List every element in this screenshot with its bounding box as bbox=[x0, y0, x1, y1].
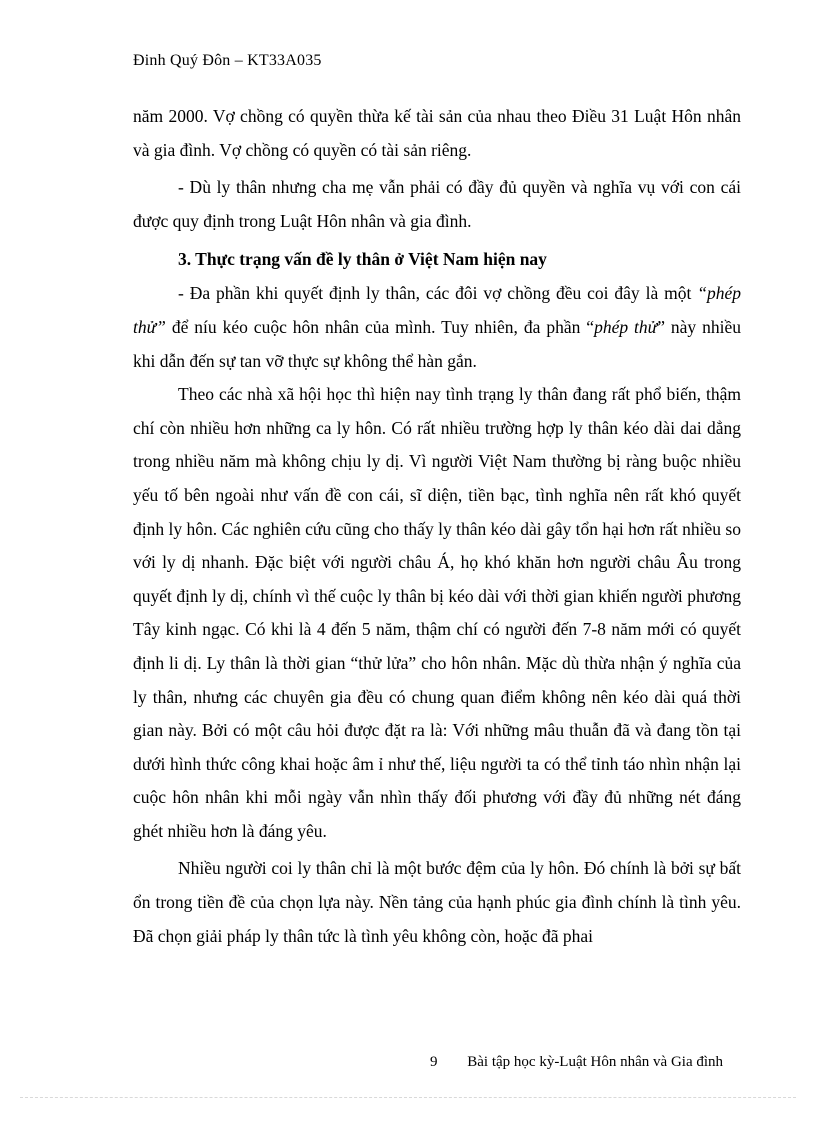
header-author: Đinh Quý Đôn – KT33A035 bbox=[133, 52, 322, 69]
p3-emphasis-1: “phép thử” bbox=[133, 283, 741, 337]
document-body bbox=[133, 100, 741, 953]
paragraph-continuation: năm 2000. Vợ chồng có quyền thừa kế tài sản của nhau theo Điều 31 Luật Hôn nhân và gia đình. Vợ chồng có quyền có tài sản riêng. bbox=[133, 106, 741, 160]
page-number: 9 bbox=[430, 1054, 438, 1070]
paragraph-trial-separation bbox=[133, 277, 741, 378]
p3-text-c: ” này nhiều khi dẫn đến sự tan vỡ thực sự không thể hàn gắn. bbox=[133, 316, 741, 371]
footer-course-title: Bài tập học kỳ-Luật Hôn nhân và Gia đình bbox=[467, 1054, 724, 1070]
section-heading: 3. Thực trạng vấn đề ly thân ở Việt Nam hiện nay bbox=[178, 249, 547, 270]
page-bottom-divider bbox=[20, 1097, 796, 1098]
page-footer bbox=[430, 1054, 723, 1071]
paragraph-parental-rights: - Dù ly thân nhưng cha mẹ vẫn phải có đầy đủ quyền và nghĩa vụ với con cái được quy định trong Luật Hôn nhân và gia đình. bbox=[133, 177, 741, 231]
p3-text-b: để níu kéo cuộc hôn nhân của mình. Tuy nhiên, đa phần “ bbox=[165, 316, 595, 337]
paragraph-stepping-stone: Nhiều người coi ly thân chỉ là một bước đệm của ly hôn. Đó chính là bởi sự bất ổn trong tiền đề của chọn lựa này. Nền tảng của hạnh phúc gia đình chính là tình yêu. Đã chọn giải pháp ly thân tức là tình yêu không còn, hoặc đã phai bbox=[133, 858, 741, 946]
p3-text-a: - Đa phần khi quyết định ly thân, các đôi vợ chồng đều coi đây là một bbox=[178, 283, 698, 304]
page-header bbox=[133, 52, 322, 70]
paragraph-sociologists: Theo các nhà xã hội học thì hiện nay tình trạng ly thân đang rất phổ biến, thậm chí còn nhiều hơn những ca ly hôn. Có rất nhiều trường hợp ly thân kéo dài dai dẳng trong nhiều năm mà không chịu ly dị. Vì người Việt Nam thường bị ràng buộc nhiều yếu tố bên ngoài như vấn đề con cái, sĩ diện, tiền bạc, tình nghĩa nên rất khó quyết định ly hôn. Các nghiên cứu cũng cho thấy ly thân kéo dài gây tổn hại hơn rất nhiều so với ly dị nhanh. Đặc biệt với người châu Á, họ khó khăn hơn người châu Âu trong quyết định ly dị, chính vì thế cuộc ly thân bị kéo dài với thời gian khiến người phương Tây kinh ngạc. Có khi là 4 đến 5 năm, thậm chí có người đến 7-8 năm mới có quyết định li dị. Ly thân là thời gian “thử lửa” cho hôn nhân. Mặc dù thừa nhận ý nghĩa của ly thân, nhưng các chuyên gia đều có chung quan điểm không nên kéo dài quá thời gian này. Bởi có một câu hỏi được đặt ra là: Với những mâu thuẫn đã và đang tồn tại dưới hình thức công khai hoặc âm ỉ như thế, liệu người ta có thể tỉnh táo nhìn nhận lại cuộc hôn nhân khi mỗi ngày vẫn nhìn thấy đối phương với đầy đủ những nét đáng ghét nhiều hơn là đáng yêu. bbox=[133, 384, 741, 841]
p3-emphasis-2: phép thử bbox=[594, 316, 658, 337]
